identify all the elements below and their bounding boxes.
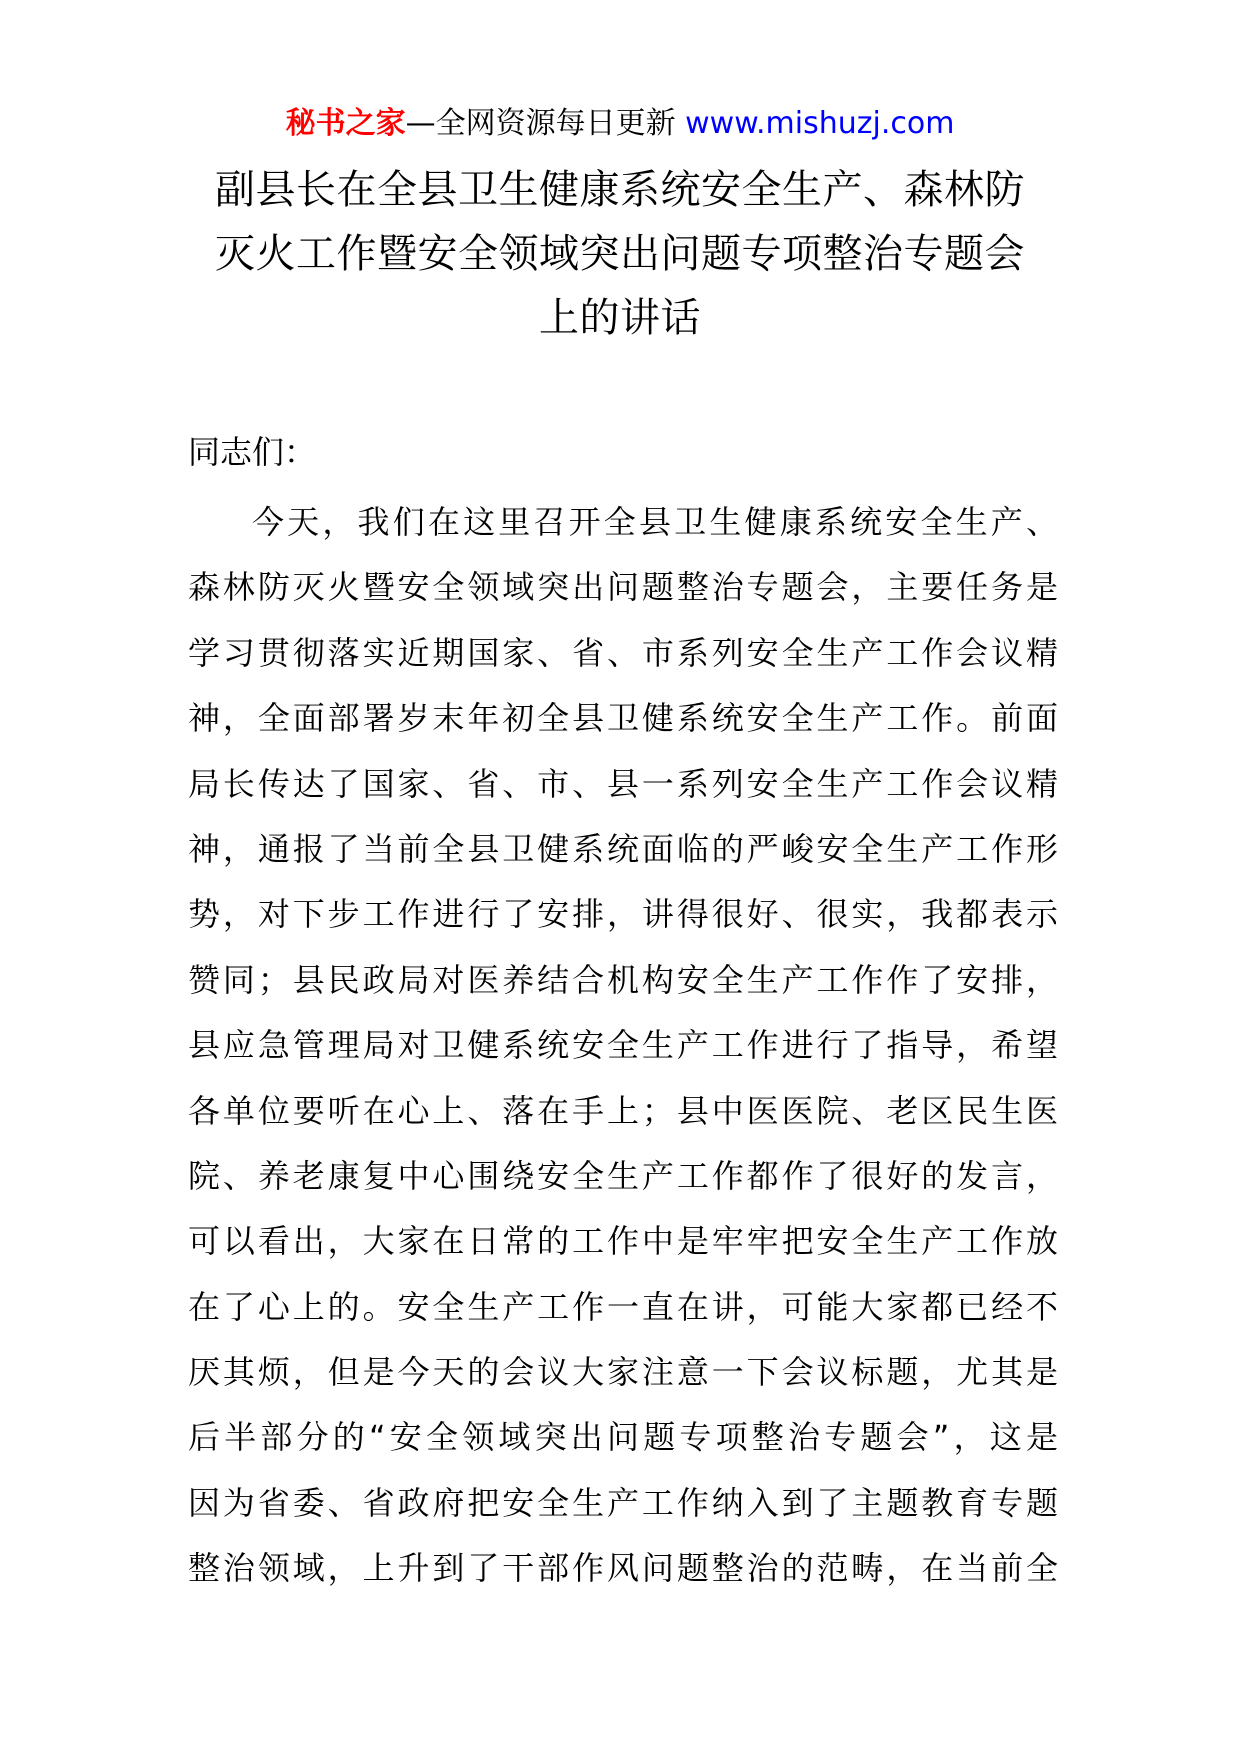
paragraph-line: 各单位要听在心上、落在手上；县中医医院、老区民生医 (188, 1091, 1058, 1130)
body-paragraph (188, 490, 1058, 1602)
paragraph-line: 局长传达了国家、省、市、县一系列安全生产工作会议精 (188, 764, 1058, 803)
paragraph-line: 赞同；县民政局对医养结合机构安全生产工作作了安排， (188, 960, 1058, 999)
paragraph-line: 今天，我们在这里召开全县卫生健康系统安全生产、 (252, 503, 1058, 541)
paragraph-line: 县应急管理局对卫健系统安全生产工作进行了指导，希望 (188, 1026, 1058, 1065)
paragraph-line: 整治领域，上升到了干部作风问题整治的范畴，在当前全 (188, 1549, 1058, 1588)
watermark-slogan: —全网资源每日更新 (405, 106, 686, 141)
paragraph-line: 神，全面部署岁末年初全县卫健系统安全生产工作。前面 (188, 699, 1058, 738)
watermark-url[interactable]: www.mishuzj.com (685, 106, 955, 141)
paragraph-line: 神，通报了当前全县卫健系统面临的严峻安全生产工作形 (188, 829, 1058, 868)
paragraph-line: 因为省委、省政府把安全生产工作纳入到了主题教育专题 (188, 1483, 1058, 1522)
paragraph-line: 后半部分的“安全领域突出问题专项整治专题会”，这是 (188, 1418, 1058, 1457)
paragraph-line: 在了心上的。安全生产工作一直在讲，可能大家都已经不 (188, 1287, 1058, 1326)
title-line: 灭火工作暨安全领域突出问题专项整治专题会 (215, 231, 1025, 277)
title-line: 上的讲话 (539, 295, 701, 341)
paragraph-line: 学习贯彻落实近期国家、省、市系列安全生产工作会议精 (188, 633, 1058, 672)
paragraph-line: 厌其烦，但是今天的会议大家注意一下会议标题，尤其是 (188, 1353, 1058, 1392)
paragraph-line: 势，对下步工作进行了安排，讲得很好、很实，我都表示 (188, 895, 1058, 934)
title-line: 副县长在全县卫生健康系统安全生产、森林防 (215, 167, 1025, 213)
watermark-header (0, 100, 1240, 148)
watermark-brand: 秘书之家 (285, 106, 406, 141)
document-title (190, 158, 1050, 350)
salutation: 同志们： (188, 433, 317, 471)
paragraph-line: 可以看出，大家在日常的工作中是牢牢把安全生产工作放 (188, 1222, 1058, 1261)
paragraph-line: 院、养老康复中心围绕安全生产工作都作了很好的发言， (188, 1156, 1058, 1195)
paragraph-line: 森林防灭火暨安全领域突出问题整治专题会，主要任务是 (188, 568, 1058, 607)
